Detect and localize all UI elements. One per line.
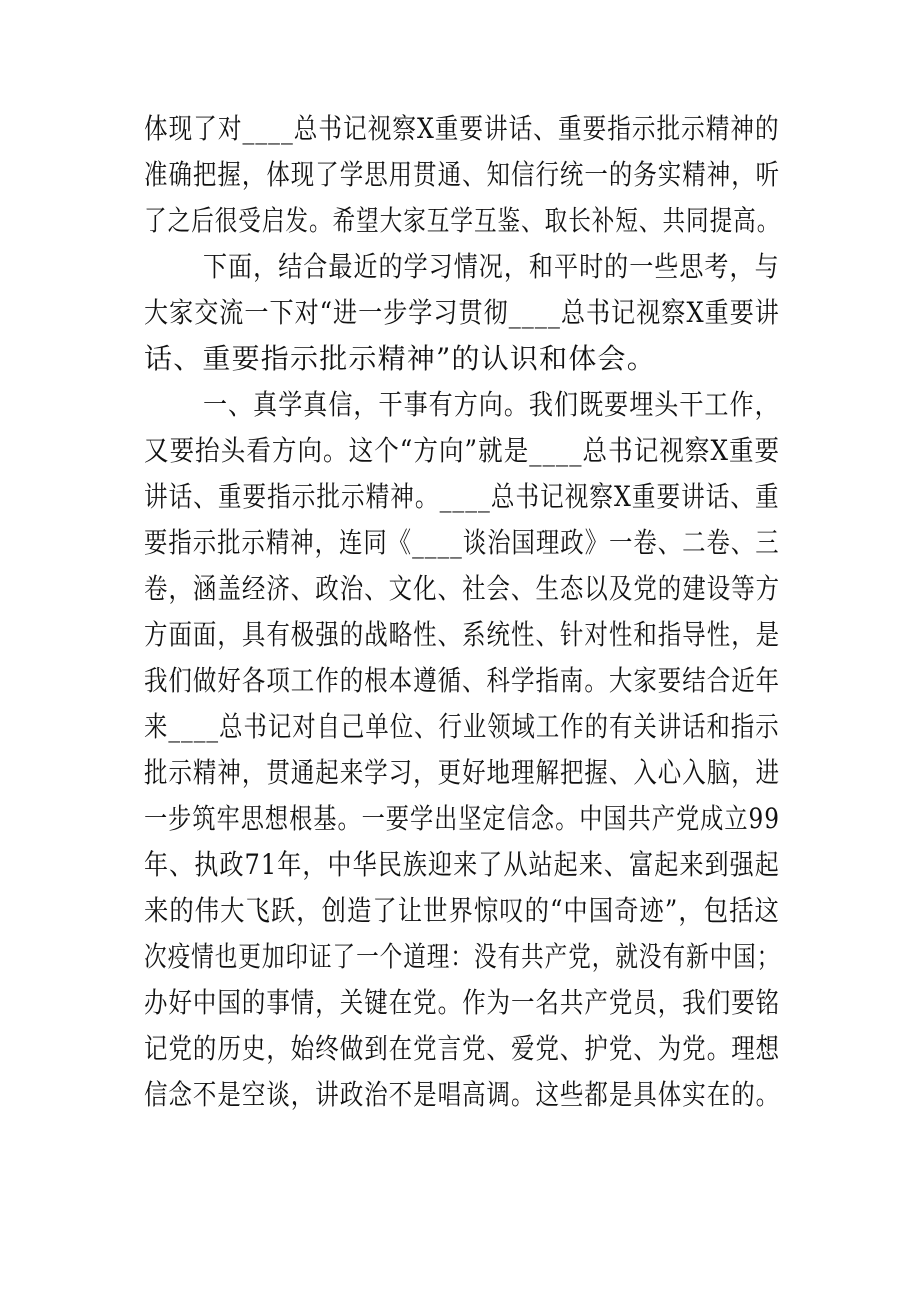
text-line xyxy=(0,937,920,977)
text-line-content: 批示精神，贯通起来学习，更好地理解把握、入心入脑，进 xyxy=(144,756,781,789)
text-line xyxy=(0,155,920,195)
text-line xyxy=(0,523,920,563)
text-line-content: 了之后很受启发。希望大家互学互鉴、取长补短、共同提高。 xyxy=(144,204,781,237)
text-line xyxy=(0,707,920,747)
text-line-content: 一、真学真信，干事有方向。我们既要埋头干工作， xyxy=(203,388,780,421)
text-line-content: 讲话、重要指示批示精神。____总书记视察X重要讲话、重 xyxy=(144,480,780,513)
paragraph-first-line xyxy=(0,247,920,287)
text-line xyxy=(0,339,920,379)
text-line xyxy=(0,615,920,655)
text-line-content: 卷，涵盖经济、政治、文化、社会、生态以及党的建设等方 xyxy=(144,572,781,605)
text-line-content: 办好中国的事情，关键在党。作为一名共产党员，我们要铭 xyxy=(144,986,781,1019)
text-line xyxy=(0,753,920,793)
paragraph-first-line xyxy=(0,385,920,425)
text-line-content: 准确把握，体现了学思用贯通、知信行统一的务实精神，听 xyxy=(144,158,781,191)
text-line-content: 信念不是空谈，讲政治不是唱高调。这些都是具体实在的。 xyxy=(144,1078,781,1111)
text-line xyxy=(0,1075,920,1115)
text-line xyxy=(0,661,920,701)
text-line-content: 方面面，具有极强的战略性、系统性、针对性和指导性，是 xyxy=(144,618,781,651)
text-line-content: 记党的历史，始终做到在党言党、爱党、护党、为党。理想 xyxy=(144,1032,781,1065)
text-line xyxy=(0,799,920,839)
text-line xyxy=(0,477,920,517)
text-line-content: 来的伟大飞跃，创造了让世界惊叹的“中国奇迹”，包括这 xyxy=(144,894,780,927)
text-line-content: 体现了对____总书记视察X重要讲话、重要指示批示精神的 xyxy=(144,112,780,145)
text-line xyxy=(0,569,920,609)
text-line-content: 话、重要指示批示精神”的认识和体会。 xyxy=(144,342,656,375)
text-line-content: 我们做好各项工作的根本遵循、科学指南。大家要结合近年 xyxy=(144,664,781,697)
text-line-content: 又要抬头看方向。这个“方向”就是____总书记视察X重要 xyxy=(144,434,781,467)
text-line-content: 要指示批示精神，连同《____谈治国理政》一卷、二卷、三 xyxy=(144,526,780,559)
text-line xyxy=(0,109,920,149)
text-line xyxy=(0,845,920,885)
text-line-content: 次疫情也更加印证了一个道理：没有共产党，就没有新中国； xyxy=(144,940,781,973)
text-line xyxy=(0,293,920,333)
text-line xyxy=(0,891,920,931)
text-line-content: 来____总书记对自己单位、行业领域工作的有关讲话和指示 xyxy=(144,710,780,743)
text-line-content: 一步筑牢思想根基。一要学出坚定信念。中国共产党成立99 xyxy=(144,802,781,835)
text-line-content: 下面，结合最近的学习情况，和平时的一些思考，与 xyxy=(203,250,780,283)
text-line xyxy=(0,201,920,241)
text-line-content: 年、执政71年，中华民族迎来了从站起来、富起来到强起 xyxy=(144,848,780,881)
text-line xyxy=(0,983,920,1023)
text-line xyxy=(0,1029,920,1069)
text-line xyxy=(0,431,920,471)
text-line-content: 大家交流一下对“进一步学习贯彻____总书记视察X重要讲 xyxy=(144,296,780,329)
